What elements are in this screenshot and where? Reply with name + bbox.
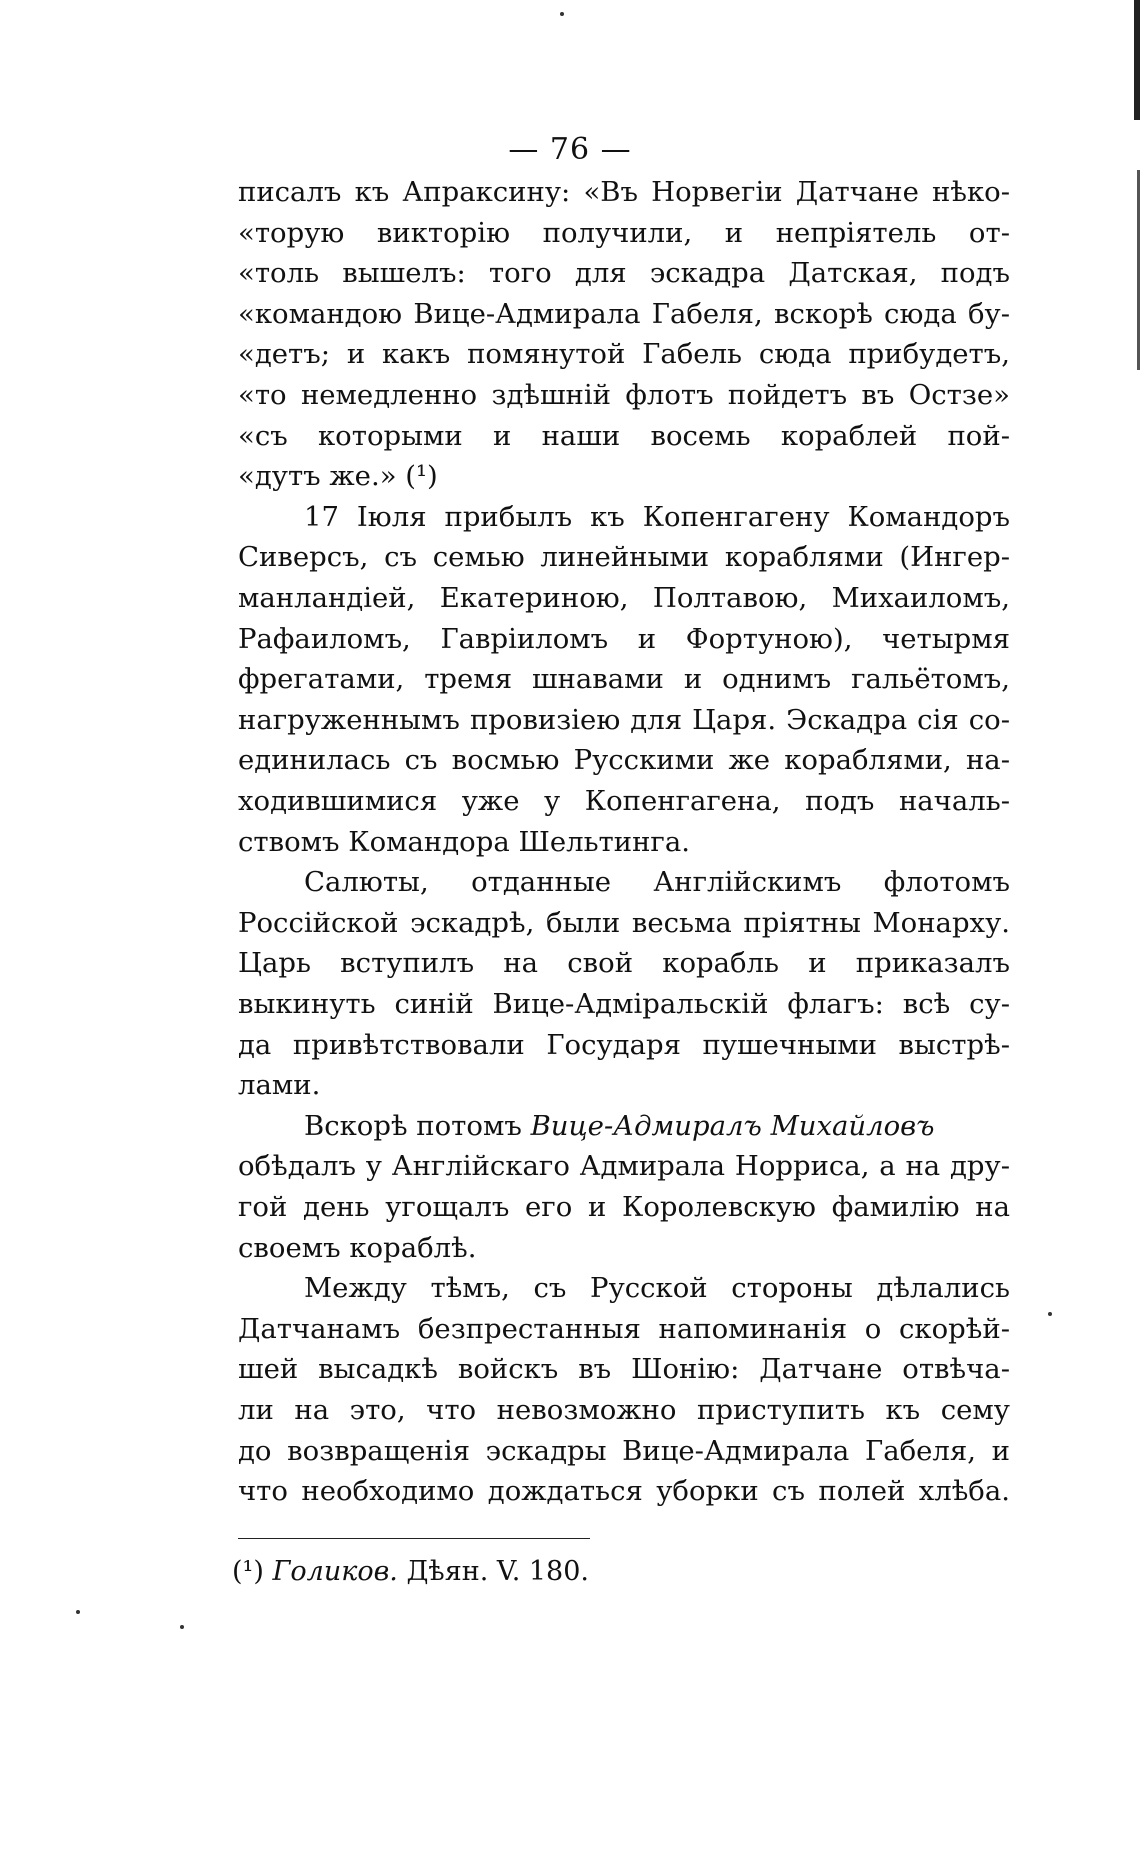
text-line: Между тѣмъ, съ Русской стороны дѣлались [304, 1272, 1010, 1305]
text-line: гой день угощалъ его и Королевскую фамилію на [238, 1191, 1010, 1223]
text-line: «дутъ же.» (¹) [238, 460, 438, 493]
page-edge-shadow [1134, 0, 1140, 120]
ink-speck [180, 1625, 184, 1629]
text-line: шей высадкѣ войскъ въ Шонію: Датчане отвѣча- [238, 1353, 1010, 1386]
text-line: писалъ къ Апраксину: «Въ Норвегіи Датчане нѣко- [238, 176, 1010, 208]
text-line: «детъ; и какъ помянутой Габель сюда прибудетъ, [238, 338, 1010, 371]
text-line: Рафаиломъ, Гавріиломъ и Фортуною), четырмя [238, 622, 1010, 655]
text-line: что необходимо дождаться уборки съ полей хлѣба. [238, 1475, 1010, 1508]
text-line: нагруженнымъ провизіею для Царя. Эскадра сія со- [238, 703, 1010, 736]
text-line: Россійской эскадрѣ, были весьма пріятны Монарху. [238, 906, 1010, 939]
text-line: «торую викторію получили, и непріятель от- [238, 216, 1010, 249]
text-line: «толь вышелъ: того для эскадра Датская, подъ [238, 257, 1010, 290]
text-line: Салюты, отданные Англійскимъ флотомъ [304, 866, 1010, 899]
text-line: 17 Іюля прибылъ къ Копенгагену Командоръ [304, 500, 1010, 533]
footnote [232, 1552, 589, 1592]
italic-name: Вице-Адмиралъ Михайловъ [530, 1109, 935, 1142]
text-line: лами. [238, 1069, 321, 1102]
text-line: единилась съ восмью Русскими же кораблями, на- [238, 744, 1010, 777]
text-line: «то немедленно здѣшній флотъ пойдетъ въ Остзе» [238, 379, 1010, 411]
text-line [238, 1106, 1010, 1146]
footnote-author: Голиков. [272, 1556, 398, 1587]
text-line: Сиверсъ, съ семью линейными кораблями (Ингер- [238, 541, 1010, 574]
text-line: фрегатами, тремя шнавами и однимъ гальётомъ, [238, 663, 1010, 696]
footnote-marker: (¹) [232, 1556, 264, 1587]
ink-speck [1048, 1312, 1052, 1316]
text-line: «съ которыми и наши восемь кораблей пой- [238, 419, 1010, 452]
footnote-divider [238, 1538, 590, 1539]
text-line: до возвращенія эскадры Вице-Адмирала Габеля, и [238, 1434, 1010, 1467]
text-line: да привѣтствовали Государя пушечными выстрѣ- [238, 1028, 1010, 1061]
text-line: ствомъ Командора Шельтинга. [238, 825, 690, 858]
text-line: «командою Вице-Адмирала Габеля, вскорѣ сюда бу- [238, 297, 1010, 330]
text-run: Вскорѣ потомъ [304, 1109, 531, 1142]
page-number: — 76 — [508, 132, 632, 167]
text-line: Царь вступилъ на свой корабль и приказалъ [238, 947, 1010, 980]
text-line: ли на это, что невозможно приступить къ сему [238, 1394, 1010, 1426]
text-line: ходившимися уже у Копенгагена, подъ началь- [238, 785, 1010, 817]
text-line: выкинуть синій Вице-Адміральскій флагъ: всѣ су- [238, 988, 1010, 1020]
text-line: своемъ кораблѣ. [238, 1231, 477, 1264]
footnote-reference: Дѣян. V. 180. [406, 1556, 589, 1587]
ink-speck [76, 1610, 80, 1614]
text-line: Датчанамъ безпрестанныя напоминанія о скорѣй- [238, 1312, 1010, 1345]
ink-speck [560, 12, 564, 16]
text-line: манландіей, Екатериною, Полтавою, Михаиломъ, [238, 582, 1010, 614]
text-line: обѣдалъ у Англійскаго Адмирала Норриса, а на дру- [238, 1150, 1010, 1183]
